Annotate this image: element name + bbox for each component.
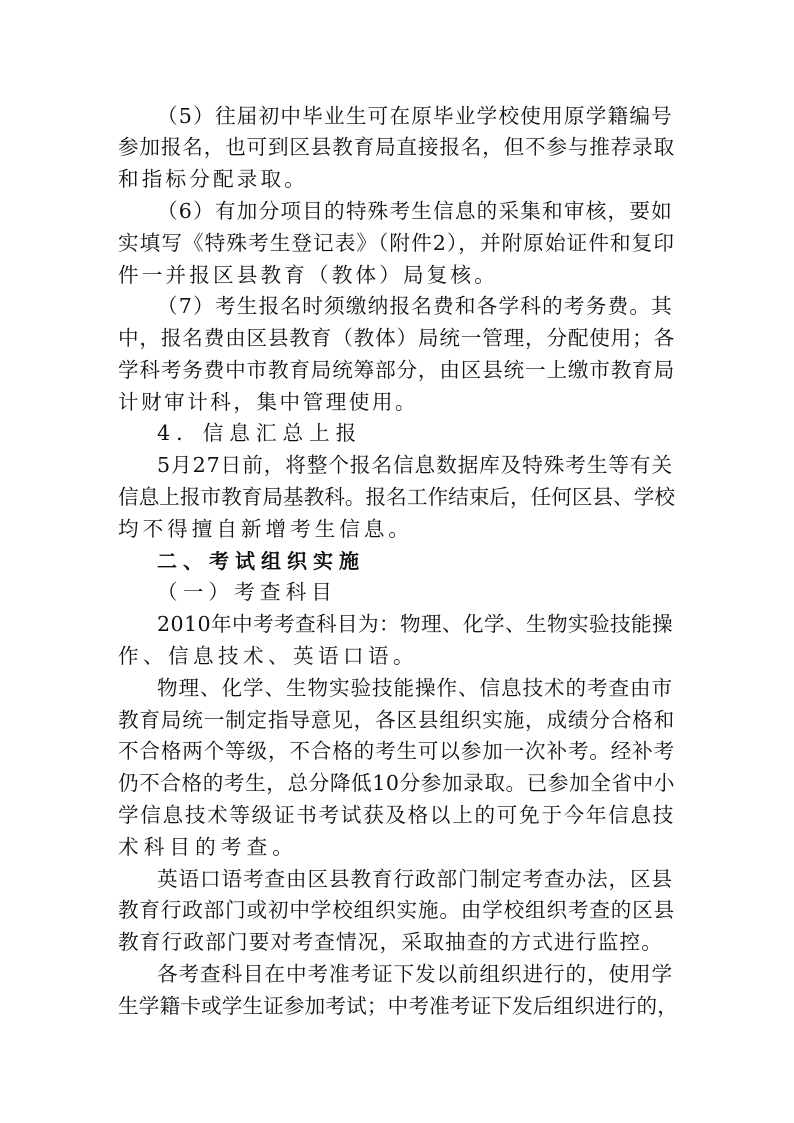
text-line: （7）考生报名时须缴纳报名费和各学科的考务费。其 — [157, 294, 673, 318]
text-line: 计财审计科，集中管理使用。 — [118, 390, 418, 414]
text-line: 英语口语考查由区县教育行政部门制定考查办法，区县 — [157, 867, 673, 891]
text-line: 仍不合格的考生，总分降低10分参加录取。已参加全省中小 — [118, 771, 675, 795]
text-line: 物理、化学、生物实验技能操作、信息技术的考查由市 — [157, 676, 673, 700]
subsection-heading: （一）考查科目 — [157, 580, 337, 604]
text-line: 2010年中考考查科目为：物理、化学、生物实验技能操 — [157, 612, 673, 636]
text-line: 和指标分配录取。 — [118, 167, 308, 191]
text-line: 生学籍卡或学生证参加考试；中考准考证下发后组织进行的， — [118, 994, 678, 1018]
text-line: （6）有加分项目的特殊考生信息的采集和审核，要如 — [157, 199, 673, 223]
text-line: （5）往届初中毕业生可在原毕业学校使用原学籍编号 — [157, 104, 673, 128]
text-line: 信息上报市教育局基教科。报名工作结束后，任何区县、学校 — [118, 485, 675, 509]
text-line: 学信息技术等级证书考试获及格以上的可免于今年信息技 — [118, 803, 675, 827]
section-heading: 二、考试组织实施 — [157, 549, 365, 573]
text-line: 教育局统一制定指导意见，各区县组织实施，成绩分合格和 — [118, 708, 675, 732]
text-line: 作、信息技术、英语口语。 — [118, 644, 418, 668]
text-line: 参加报名，也可到区县教育局直接报名，但不参与推荐录取 — [118, 135, 675, 159]
text-line: 不合格两个等级，不合格的考生可以参加一次补考。经补考 — [118, 739, 675, 763]
text-line: 教育行政部门或初中学校组织实施。由学校组织考查的区县 — [118, 898, 675, 922]
text-line: 中，报名费由区县教育（教体）局统一管理，分配使用；各 — [118, 326, 675, 350]
text-line: 学科考务费中市教育局统筹部分，由区县统一上缴市教育局 — [118, 358, 675, 382]
text-line: 术科目的考查。 — [118, 835, 298, 859]
text-line: 教育行政部门要对考查情况，采取抽查的方式进行监控。 — [118, 930, 663, 954]
text-line: 5月27日前，将整个报名信息数据库及特殊考生等有关 — [157, 453, 673, 477]
text-line: 实填写《特殊考生登记表》（附件2），并附原始证件和复印 — [118, 231, 675, 255]
text-line: 均不得擅自新增考生信息。 — [118, 517, 413, 541]
text-line: 4．信息汇总上报 — [157, 421, 363, 445]
text-line: 各考查科目在中考准考证下发以前组织进行的，使用学 — [157, 962, 673, 986]
text-line: 件一并报区县教育（教体）局复核。 — [118, 263, 498, 287]
